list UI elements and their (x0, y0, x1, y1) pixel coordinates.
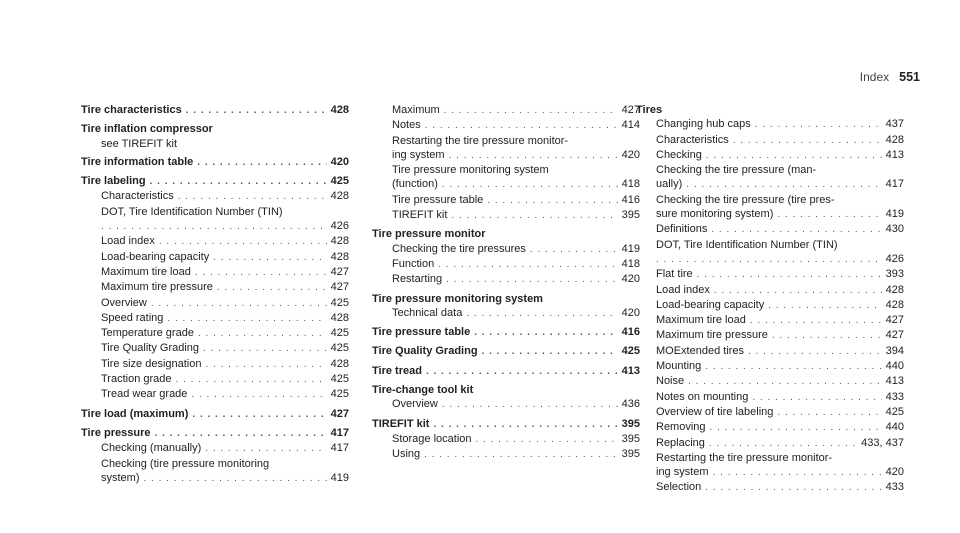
index-term[interactable]: Tire Quality Grading (372, 345, 478, 358)
index-entry[interactable] (81, 103, 349, 118)
sub-entry: Selection . . . 433 (636, 480, 904, 495)
sub-entry: Tire pressure table . . . 416 (372, 193, 640, 208)
sub-entry: Mounting . . . 440 (636, 359, 904, 374)
sub-entry: Characteristics . . . 428 (81, 189, 349, 204)
index-term[interactable]: Tires (636, 104, 663, 116)
sub-entry: Technical data . . . 420 (372, 306, 640, 321)
dot-leader (697, 268, 882, 282)
sub-entry-continuation: ing system . . . 420 (372, 148, 640, 163)
dot-leader (195, 266, 327, 280)
sub-entry-continuation: (function) . . . 418 (372, 177, 640, 192)
dot-leader (191, 388, 326, 402)
dot-leader (150, 175, 327, 189)
index-entry[interactable] (372, 383, 640, 413)
dot-leader (167, 312, 326, 326)
sub-entry: Overview . . . 425 (81, 296, 349, 311)
sub-entry[interactable]: Restarting the tire pressure monitor- (392, 134, 569, 147)
page-ref[interactable]: 425 (621, 345, 640, 358)
dot-leader (466, 307, 617, 321)
dot-leader (217, 281, 327, 295)
dot-leader (777, 406, 881, 420)
page-number: 551 (899, 70, 920, 84)
dot-leader (192, 408, 326, 422)
dot-leader (159, 235, 327, 249)
dot-leader (733, 134, 882, 148)
index-term[interactable]: Tire pressure monitor (372, 228, 486, 241)
sub-entry: Restarting . . . 420 (372, 272, 640, 287)
index-entry[interactable] (81, 174, 349, 402)
sub-entry: Overview of tire labeling . . . 425 (636, 405, 904, 420)
sub-entry[interactable]: Restarting the tire pressure monitor- (656, 451, 833, 464)
sub-entry: Tire Quality Grading . . . 425 (81, 341, 349, 356)
dot-leader (155, 427, 327, 441)
index-term[interactable]: Tire inflation compressor (81, 123, 213, 136)
sub-entry: TIREFIT kit . . . 395 (372, 208, 640, 223)
index-entry[interactable] (81, 122, 349, 151)
dot-leader (755, 118, 882, 132)
dot-leader (710, 421, 882, 435)
dot-leader (752, 391, 881, 405)
see-reference[interactable]: see TIREFIT kit (101, 137, 178, 150)
dot-leader (203, 342, 327, 356)
sub-entry: Noise . . . 413 (636, 374, 904, 389)
dot-leader (474, 326, 617, 340)
sub-entry-continuation: ing system . . . 420 (636, 465, 904, 480)
dot-leader (714, 284, 882, 298)
index-entry[interactable] (81, 426, 349, 486)
dot-leader (426, 365, 618, 379)
page-ref[interactable]: 395 (621, 417, 640, 430)
sub-entry: Tire size designation . . . 428 (81, 357, 349, 372)
sub-entry-continuation: system) . . . 419 (81, 471, 349, 486)
dot-leader (688, 375, 882, 389)
index-column-3 (636, 103, 904, 500)
index-term[interactable]: Tire pressure (81, 426, 151, 439)
sub-entry: Load-bearing capacity . . . 428 (81, 250, 349, 265)
index-term[interactable]: Tire tread (372, 364, 422, 377)
index-column-2 (372, 103, 640, 467)
dot-leader (449, 149, 618, 163)
dot-leader (705, 481, 881, 495)
sub-entry-continuation: . . . 426 (636, 252, 904, 267)
dot-leader (151, 297, 327, 311)
sub-entry: Replacing . . . 433, 437 (636, 436, 904, 451)
index-entry[interactable] (372, 325, 640, 340)
dot-leader (446, 273, 618, 287)
index-entry[interactable] (372, 227, 640, 287)
sub-entry: Using . . . 395 (372, 447, 640, 462)
sub-entry[interactable]: Tire pressure monitoring system (392, 164, 549, 177)
index-term[interactable]: Tire information table (81, 155, 194, 168)
dot-leader (768, 299, 881, 313)
dot-leader (442, 398, 618, 412)
dot-leader (433, 418, 617, 432)
dot-leader (197, 156, 326, 170)
dot-leader (205, 442, 326, 456)
sub-entry[interactable]: Checking (tire pressure monitoring (101, 457, 270, 470)
index-entry[interactable] (372, 344, 640, 359)
dot-leader (705, 360, 881, 374)
dot-leader (750, 314, 882, 328)
sub-entry: Characteristics . . . 428 (636, 133, 904, 148)
sub-entry-continuation: sure monitoring system) . . . 419 (636, 207, 904, 222)
dot-leader (101, 220, 327, 234)
sub-entry: Load index . . . 428 (636, 283, 904, 298)
index-term[interactable]: TIREFIT kit (372, 417, 430, 430)
index-term[interactable]: Tire labeling (81, 175, 146, 188)
sub-entry[interactable]: Checking the tire pressure (tire pres- (656, 193, 835, 206)
sub-entry: Notes on mounting . . . 433 (636, 390, 904, 405)
index-entry[interactable] (81, 407, 349, 422)
dot-leader (530, 243, 618, 257)
page-ref[interactable]: 428 (330, 104, 349, 116)
index-term[interactable]: Tire load (maximum) (81, 407, 189, 420)
sub-entry: Maximum tire load . . . 427 (636, 313, 904, 328)
sub-entry: Definitions . . . 430 (636, 222, 904, 237)
dot-leader (451, 209, 617, 223)
index-term[interactable]: Tire-change tool kit (372, 384, 474, 397)
dot-leader (186, 104, 327, 118)
sub-entry: Maximum tire load . . . 427 (81, 265, 349, 280)
sub-entry: Removing . . . 440 (636, 420, 904, 435)
dot-leader (711, 223, 881, 237)
sub-entry: Changing hub caps . . . 437 (636, 117, 904, 132)
sub-entry: Tread wear grade . . . 425 (81, 387, 349, 402)
index-column-1 (81, 103, 349, 490)
dot-leader (444, 104, 618, 118)
sub-entry-continuation: . . . 426 (81, 219, 349, 234)
index-term[interactable]: Tire pressure table (372, 326, 471, 339)
dot-leader (442, 178, 618, 192)
page-ref[interactable]: 427 (330, 407, 349, 420)
page-ref[interactable]: 417 (330, 426, 349, 439)
dot-leader (748, 345, 882, 359)
index-entry[interactable] (372, 364, 640, 379)
dot-leader (706, 149, 882, 163)
sub-entry[interactable]: DOT, Tire Identification Number (TIN) (101, 205, 283, 218)
sub-entry: Storage location . . . 395 (372, 432, 640, 447)
index-term[interactable]: Tire characteristics (81, 104, 182, 116)
sub-entry: Checking (manually) . . . 417 (81, 441, 349, 456)
dot-leader (772, 329, 882, 343)
sub-entry: Load index . . . 428 (81, 234, 349, 249)
sub-entry: MOExtended tires . . . 394 (636, 344, 904, 359)
sub-entry: Function . . . 418 (372, 257, 640, 272)
index-entry[interactable] (81, 155, 349, 170)
page-ref[interactable]: 413 (621, 364, 640, 377)
dot-leader (144, 472, 327, 486)
dot-leader (686, 178, 881, 192)
sub-entry-continuation: ually) . . . 417 (636, 177, 904, 192)
sub-entry: Checking the tire pressures . . . 419 (372, 242, 640, 257)
sub-entry: Temperature grade . . . 425 (81, 326, 349, 341)
dot-leader (487, 194, 617, 208)
sub-entry: Load-bearing capacity . . . 428 (636, 298, 904, 313)
dot-leader (476, 433, 618, 447)
index-entry[interactable] (636, 103, 904, 496)
dot-leader (424, 448, 618, 462)
page-ref[interactable]: 416 (621, 326, 640, 339)
dot-leader (213, 251, 326, 265)
dot-leader (176, 373, 327, 387)
dot-leader (198, 327, 327, 341)
sub-entry[interactable]: DOT, Tire Identification Number (TIN) (656, 238, 838, 251)
sub-entry: Maximum tire pressure . . . 427 (81, 280, 349, 295)
sub-entry: Flat tire . . . 393 (636, 267, 904, 282)
sub-entry: Notes . . . 414 (372, 118, 640, 133)
sub-entry[interactable]: Checking the tire pressure (man- (656, 164, 817, 177)
header-label: Index (859, 70, 890, 84)
page-ref[interactable]: 425 (330, 175, 349, 188)
dot-leader (656, 253, 882, 267)
sub-entry: Maximum tire pressure . . . 427 (636, 328, 904, 343)
dot-leader (713, 466, 882, 480)
index-entry[interactable] (372, 292, 640, 322)
index-entry-continued[interactable] (372, 103, 640, 223)
dot-leader (438, 258, 617, 272)
sub-entry: Checking . . . 413 (636, 148, 904, 163)
page-ref[interactable]: 420 (330, 155, 349, 168)
sub-entry: Overview . . . 436 (372, 397, 640, 412)
dot-leader (178, 190, 327, 204)
sub-entry: Speed rating . . . 428 (81, 311, 349, 326)
dot-leader (205, 358, 326, 372)
page-header (860, 70, 920, 84)
dot-leader (777, 208, 881, 222)
dot-leader (709, 437, 857, 451)
dot-leader (425, 119, 618, 133)
dot-leader (482, 345, 618, 359)
index-term[interactable]: Tire pressure monitoring system (372, 292, 543, 305)
index-entry[interactable] (372, 417, 640, 463)
sub-entry: Maximum . . . 427 (372, 103, 640, 118)
sub-entry: Traction grade . . . 425 (81, 372, 349, 387)
